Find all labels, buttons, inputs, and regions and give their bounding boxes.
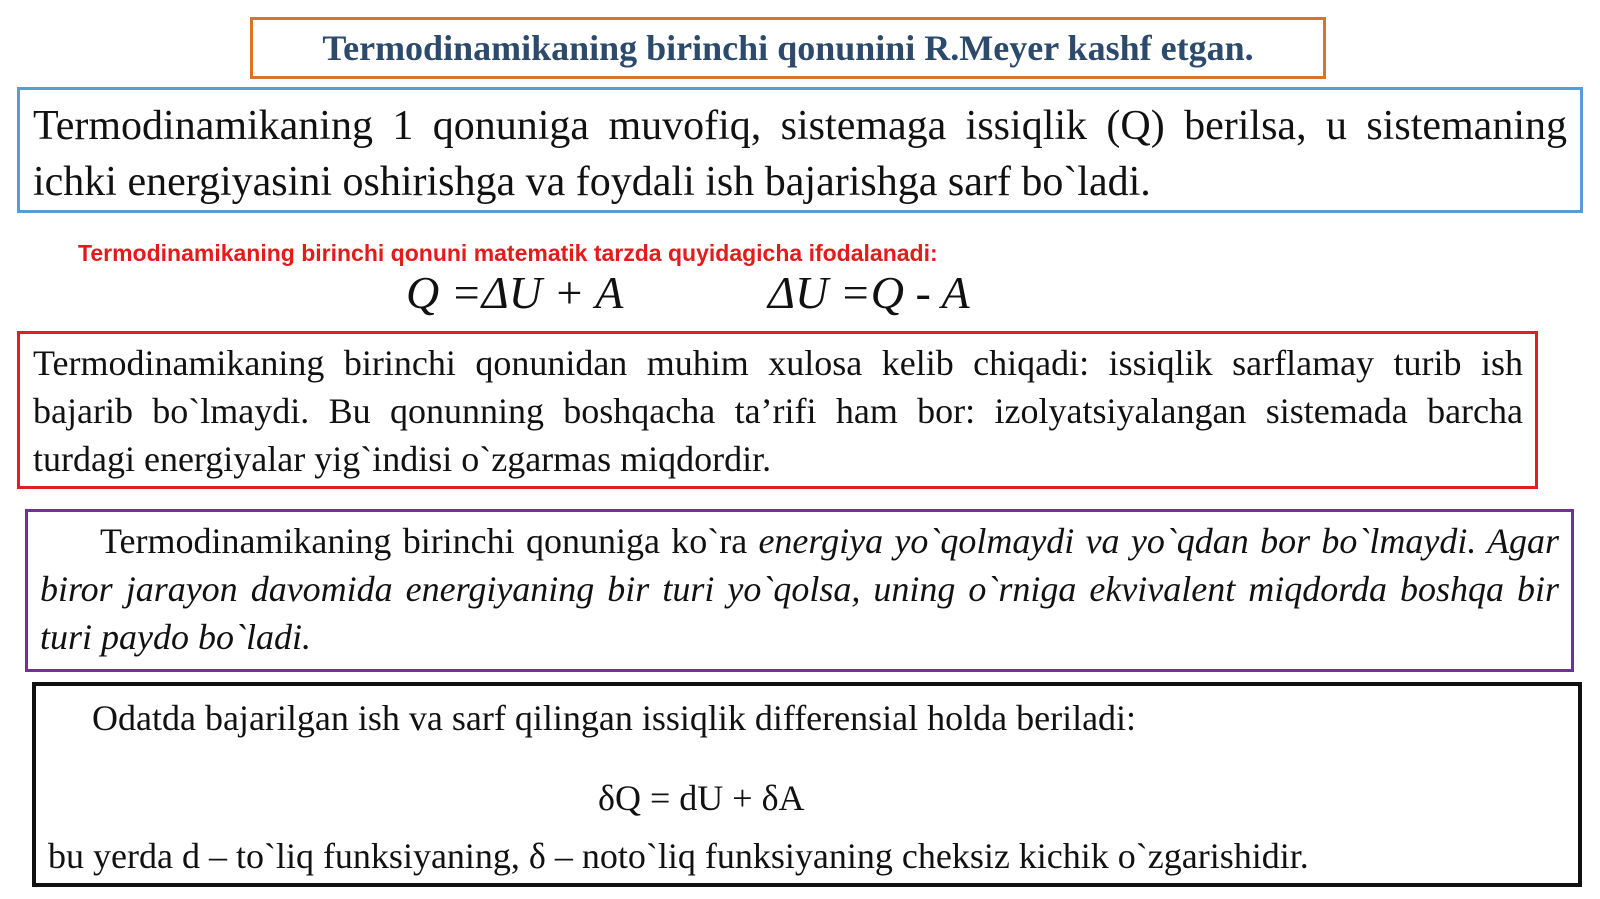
formula-internal-energy-equation: ΔU =Q - A bbox=[768, 267, 970, 318]
energy-conservation-box bbox=[25, 509, 1574, 672]
formula-heat-equation: Q =ΔU + A bbox=[406, 267, 624, 318]
differential-formula: δQ = dU + δA bbox=[598, 778, 805, 818]
definition-text: Termodinamikaning 1 qonuniga muvofiq, sistemaga issiqlik (Q) berilsa, u sistemaning ichki energiyasini oshirishga va foydali ish bajarishga sarf bo`ladi. bbox=[33, 103, 1567, 205]
energy-conservation-paragraph bbox=[40, 517, 1559, 661]
differential-intro-text: Odatda bajarilgan ish va sarf qilingan issiqlik differensial holda beriladi: bbox=[92, 698, 1137, 738]
formula-intro-text: Termodinamikaning birinchi qonuni matematik tarzda quyidagicha ifodalanadi: bbox=[78, 240, 938, 266]
definition-box bbox=[17, 87, 1583, 213]
conclusion-text: Termodinamikaning birinchi qonunidan muhim xulosa kelib chiqadi: issiqlik sarflamay turib ish bajarib bo`lmaydi. Bu qonunning boshqacha ta’rifi ham bor: izolyatsiyalangan sistemada barcha turdagi energiyalar yig`indisi o`zgarmas miqdordir. bbox=[33, 343, 1523, 479]
energy-conservation-emphasis: energiya yo`qolmaydi va yo`qdan bor bo`lmaydi. Agar biror jarayon davomida energiyaning bir turi yo`qolsa, uning o`rniga ekvivalent miqdorda boshqa bir turi paydo bo`ladi. bbox=[40, 521, 1559, 657]
differential-explanation-text: bu yerda d – to`liq funksiyaning, δ – noto`liq funksiyaning cheksiz kichik o`zgarishidir. bbox=[48, 836, 1309, 876]
conclusion-box bbox=[17, 331, 1538, 489]
title-box bbox=[250, 17, 1326, 79]
energy-conservation-lead: Termodinamikaning birinchi qonuniga ko`ra bbox=[100, 521, 759, 561]
differential-box bbox=[32, 682, 1582, 887]
slide-title: Termodinamikaning birinchi qonunini R.Meyer kashf etgan. bbox=[322, 28, 1254, 68]
